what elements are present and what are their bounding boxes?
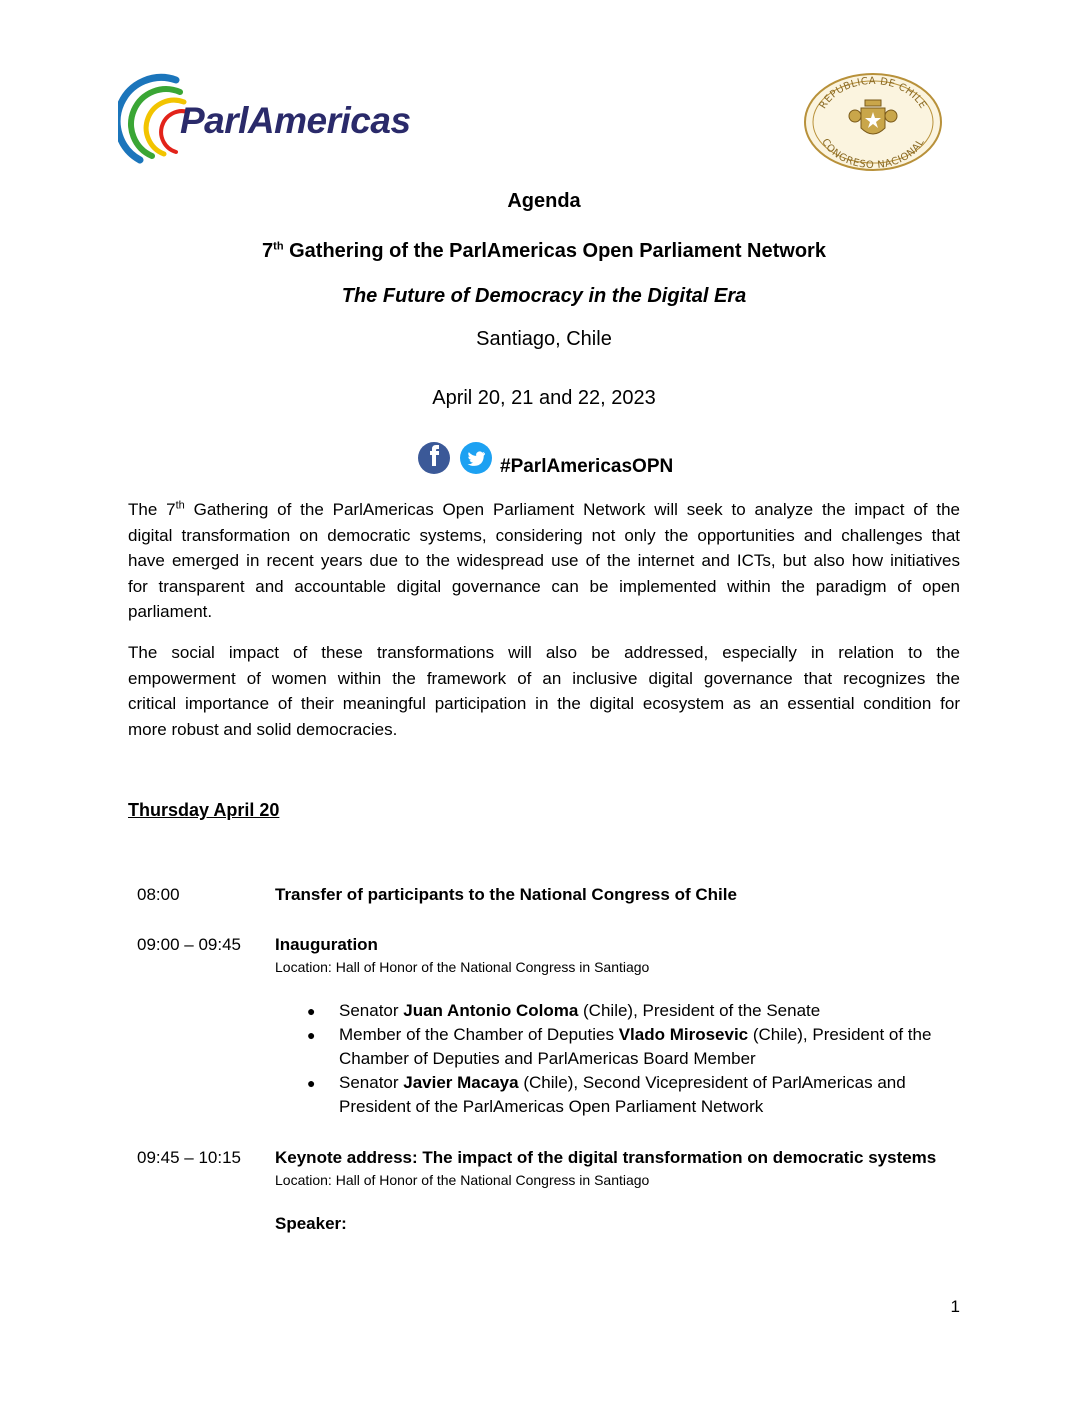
parlamericas-logo — [118, 72, 438, 168]
session-title: Transfer of participants to the National Congress of Chile — [275, 885, 737, 904]
intro-p1-line: The 7th Gathering of the ParlAmericas Open Parliament Network will seek to analyze the impact of the — [128, 499, 960, 519]
page-number: 1 — [950, 1297, 960, 1316]
facebook-icon[interactable] — [418, 442, 450, 479]
list-item: ● Senator Javier Macaya (Chile), Second Vicepresident of ParlAmericas and President of the ParlAmericas Open Parliament Network — [307, 1071, 947, 1119]
hashtag[interactable]: #ParlAmericasOPN — [500, 456, 674, 477]
list-item: ● Member of the Chamber of Deputies Vlado Mirosevic (Chile), President of the Chamber of Deputies and ParlAmericas Board Member — [307, 1023, 947, 1071]
intro-p1-line: for transparent and accountable digital governance can be implemented within the paradigm of open — [128, 576, 960, 596]
session-time: 09:00 – 09:45 — [137, 935, 241, 954]
intro-p2-line: empowerment of women within the framework of an inclusive digital governance that recognizes the — [128, 668, 960, 688]
session-location: Location: Hall of Honor of the National Congress in Santiago — [275, 959, 650, 975]
location-heading: Santiago, Chile — [476, 328, 612, 350]
day-heading: Thursday April 20 — [128, 800, 280, 820]
session-time: 09:45 – 10:15 — [137, 1148, 241, 1167]
intro-p1-line: have emerged in recent years due to the widespread use of the internet and ICTs, but also how initiatives — [128, 551, 960, 571]
speaker-list — [307, 999, 947, 1119]
intro-p2-line: The social impact of these transformations will also be addressed, especially in relation to the — [128, 643, 960, 662]
intro-paragraph-2 — [128, 640, 960, 742]
session-title: Inauguration — [275, 935, 378, 954]
list-item: ● Senator Juan Antonio Coloma (Chile), President of the Senate — [307, 999, 947, 1023]
speaker-label: Speaker: — [275, 1214, 347, 1233]
theme-heading: The Future of Democracy in the Digital Era — [341, 285, 747, 307]
session-location: Location: Hall of Honor of the National Congress in Santiago — [275, 1172, 650, 1188]
congress-seal — [803, 72, 943, 172]
intro-p1-line: digital transformation on democratic systems, considering not only the opportunities and challenges that — [128, 525, 960, 545]
intro-p1-line: parliament. — [128, 602, 213, 622]
seal-text-bottom: CONGRESO NACIONAL — [819, 137, 927, 172]
gathering-heading: 7th Gathering of the ParlAmericas Open Parliament Network — [262, 240, 826, 262]
session-title: Keynote address: The impact of the digital transformation on democratic systems — [275, 1148, 937, 1167]
twitter-icon[interactable] — [460, 442, 492, 479]
dates-heading: April 20, 21 and 22, 2023 — [432, 387, 656, 409]
agenda-heading: Agenda — [507, 190, 581, 212]
intro-p2-line: critical importance of their meaningful participation in the digital ecosystem as an essential condition for — [128, 694, 960, 714]
session-time: 08:00 — [137, 885, 180, 904]
intro-p2-line: more robust and solid democracies. — [128, 719, 398, 739]
logo-text: ParlAmericas — [180, 100, 411, 141]
intro-paragraph-1 — [128, 497, 960, 625]
seal-text-top: REPUBLICA DE CHILE — [817, 75, 929, 112]
